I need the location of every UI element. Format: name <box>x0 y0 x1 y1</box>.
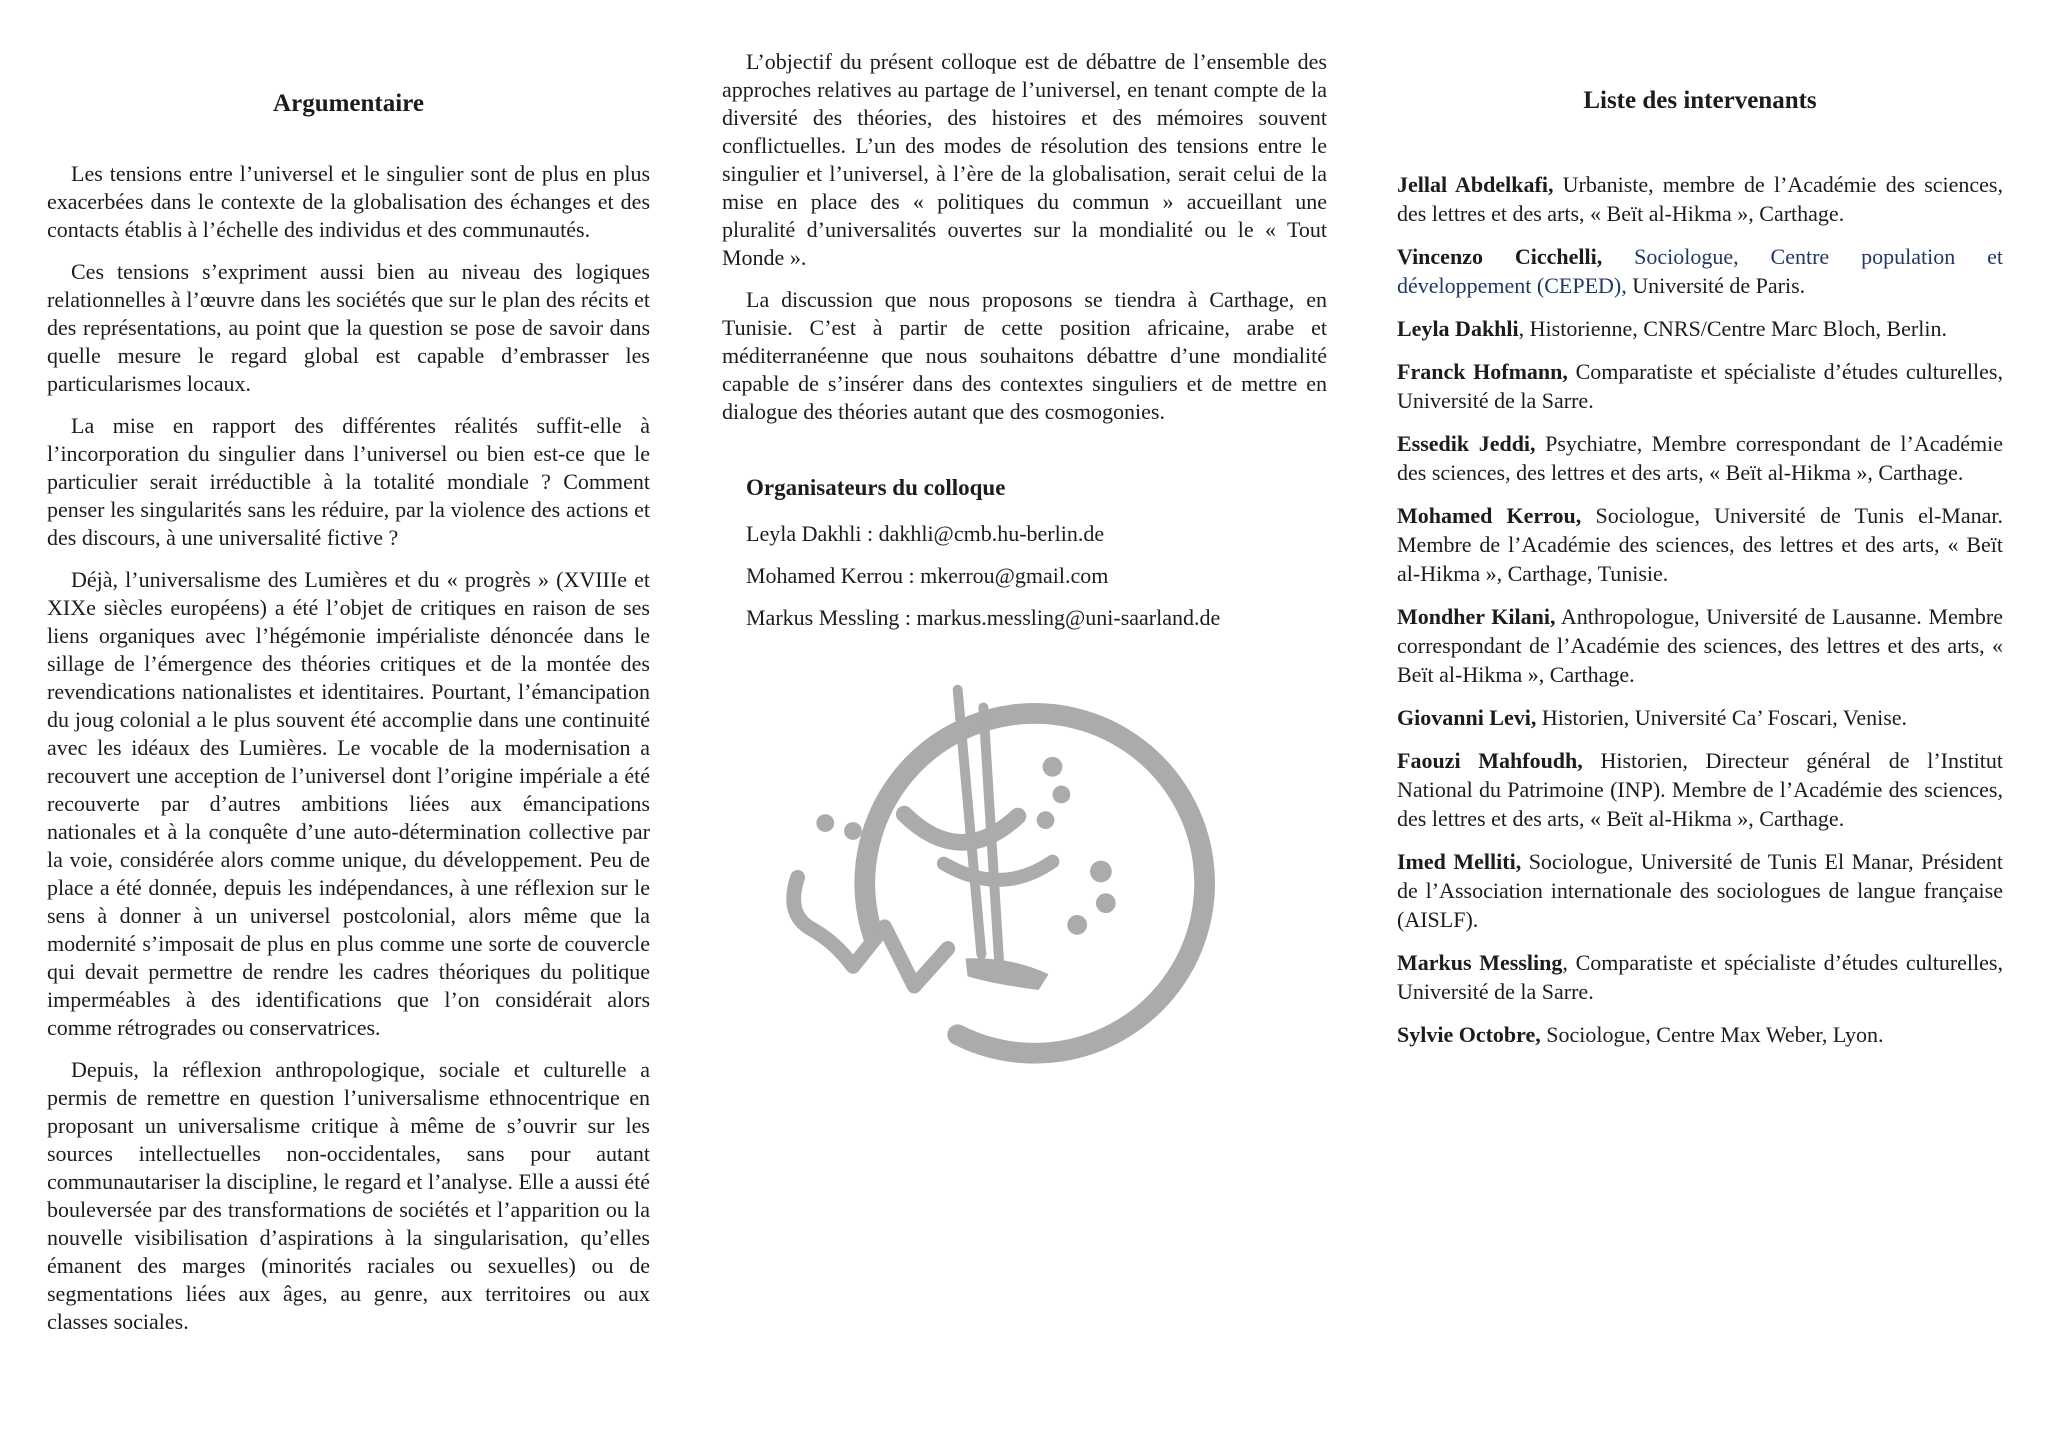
colloque-paragraph: La discussion que nous proposons se tiendra à Carthage, en Tunisie. C’est à partir de cette position africaine, arabe et méditerranéenne que nous souhaitons débattre d’une mondialité capable de s’insérer dans des contextes singuliers et de mettre en dialogue des théories autant que des cosmogonies. <box>722 287 1327 424</box>
logo-dot <box>1067 915 1087 935</box>
argumentaire-paragraph: Ces tensions s’expriment aussi bien au niveau des logiques relationnelles à l’œuvre dans les sociétés que sur le plan des récits et des représentations, au point que la question se pose de savoir dans quelle mesure le regard global est capable d’embrasser les particularismes locaux. <box>47 259 650 396</box>
argumentaire-heading: Argumentaire <box>273 90 424 117</box>
speaker-entry <box>1397 429 2003 487</box>
colloque-paragraph: L’objectif du présent colloque est de débattre de l’ensemble des approches relatives au partage de l’universel, en tenant compte de la diversité des théories, des histoires et des mémoires souvent conflictuelles. L’un des modes de résolution des tensions entre le singulier et l’universel, à l’ère de la globalisation, serait celui de la mise en place des « politiques du commun » accueillant une pluralité d’universalités ouvertes sur la mondialité ou le « Tout Monde ». <box>722 49 1327 270</box>
logo-dot <box>816 814 834 832</box>
organizer-contact: Markus Messling : markus.messling@uni-saarland.de <box>746 605 1221 630</box>
logo-ring <box>843 691 1227 1073</box>
speaker-desc: Sociologue, Université de Tunis El Manar, Président de l’Association internationale des sociologues de langue française (AISLF). <box>1397 849 2003 932</box>
argumentaire-paragraph: Les tensions entre l’universel et le singulier sont de plus en plus exacerbées dans le contexte de la globalisation des échanges et des contacts établis à l’échelle des individus et des communautés. <box>47 161 650 242</box>
speaker-name: Essedik Jeddi, <box>1397 431 1536 456</box>
speaker-role-highlight: Sociologue, Centre population et développement (CEPED), <box>1397 244 2003 298</box>
organizer-contact: Leyla Dakhli : dakhli@cmb.hu-berlin.de <box>746 521 1105 546</box>
speaker-name: Vincenzo Cicchelli, <box>1397 244 1603 269</box>
speaker-name: Imed Melliti, <box>1397 849 1522 874</box>
speaker-name: Sylvie Octobre, <box>1397 1022 1541 1047</box>
argumentaire-paragraph: Déjà, l’universalisme des Lumières et du « progrès » (XVIIIe et XIXe siècles européens) a été l’objet de critiques en raison de ses liens organiques avec l’hégémonie impérialiste dénoncée dans le sillage de l’émergence des théories critiques et de la montée des revendications nationalistes et identitaires. Pourtant, l’émancipation du joug colonial a le plus souvent été accomplie dans une continuité avec les idéaux des Lumières. Le vocable de la modernisation a recouvert une acception de l’universel dont l’origine impériale a été recouverte par d’autres ambitions liées aux émancipations nationales et à la conquête d’une auto-détermination collective par la voie, considérée alors comme unique, du développement. Peu de place a été donnée, depuis les indépendances, à une réflexion sur le sens à donner à un universel postcolonial, alors même que la modernité s’imposait de plus en plus comme une sorte de couvercle qui devait permettre de rendre les cadres théoriques du politique imperméables à des identifications que l’on considérait alors comme rétrogrades ou conservatrices. <box>47 567 650 1040</box>
column-colloque <box>722 48 1327 646</box>
speaker-entry <box>1397 1020 2003 1049</box>
intervenants-heading: Liste des intervenants <box>1583 87 1817 114</box>
beit-al-hikma-calligraphy-icon <box>785 668 1235 1073</box>
organizer-contact: Mohamed Kerrou : mkerrou@gmail.com <box>746 563 1109 588</box>
logo-dot <box>1052 786 1070 804</box>
speaker-entry <box>1397 314 2003 343</box>
logo-dot <box>1037 811 1055 829</box>
speaker-desc: Historien, Directeur général de l’Institut National du Patrimoine (INP). Membre de l’Académie des sciences, des lettres et des arts, « Beït al-Hikma », Carthage. <box>1397 748 2003 831</box>
speaker-entry <box>1397 746 2003 833</box>
speaker-desc: Historien, Université Ca’ Foscari, Venise. <box>1536 705 1908 730</box>
speaker-entry <box>1397 357 2003 415</box>
logo-dot <box>1096 893 1116 913</box>
organizers-heading: Organisateurs du colloque <box>746 475 1006 500</box>
speaker-name: Jellal Abdelkafi, <box>1397 172 1554 197</box>
column-intervenants <box>1397 85 2003 1063</box>
speaker-name: Giovanni Levi, <box>1397 705 1537 730</box>
argumentaire-paragraph: Depuis, la réflexion anthropologique, sociale et culturelle a permis de remettre en question l’universalisme ethnocentrique en proposant un universalisme critique à même de s’ouvrir sur les sources intellectuelles non-occidentales, sans pour autant communautariser la discipline, le regard et l’analyse. Elle a aussi été bouleversée par des transformations de sociétés et l’apparition ou la nouvelle visibilisation d’aspirations à la singularisation, qu’elles émanent des marges (minorités raciales ou sexuelles) ou de segmentations liées aux âges, au genre, aux territoires ou aux classes sociales. <box>47 1057 650 1334</box>
speaker-desc: Sociologue, Université de Tunis el-Manar. Membre de l’Académie des sciences, des lettres et des arts, « Beït al-Hikma », Carthage, Tunisie. <box>1397 503 2003 586</box>
speaker-entry <box>1397 242 2003 300</box>
speaker-entry <box>1397 170 2003 228</box>
speaker-entry <box>1397 948 2003 1006</box>
speaker-desc: Urbaniste, membre de l’Académie des sciences, des lettres et des arts, « Beït al-Hikma », Carthage. <box>1397 172 2003 226</box>
speaker-desc: Université de Paris. <box>1626 273 1806 298</box>
speaker-entry <box>1397 501 2003 588</box>
speaker-desc: , Historienne, CNRS/Centre Marc Bloch, Berlin. <box>1518 316 1947 341</box>
beit-al-hikma-logo <box>785 668 1235 1073</box>
speaker-entry <box>1397 703 2003 732</box>
column-argumentaire <box>47 88 650 1350</box>
speaker-desc: Sociologue, Centre Max Weber, Lyon. <box>1540 1022 1884 1047</box>
logo-swoosh-upper <box>904 814 1018 842</box>
speaker-name: Faouzi Mahfoudh, <box>1397 748 1583 773</box>
speaker-desc: Anthropologue, Université de Lausanne. Membre correspondant de l’Académie des sciences, des lettres et des arts, « Beït al-Hikma », Carthage. <box>1397 604 2003 687</box>
logo-dot <box>1090 861 1112 883</box>
speaker-entry <box>1397 602 2003 689</box>
speaker-desc: Psychiatre, Membre correspondant de l’Académie des sciences, des lettres et des arts, « Beït al-Hikma », Carthage. <box>1397 431 2003 485</box>
logo-foot <box>966 958 1049 990</box>
speaker-entry <box>1397 847 2003 934</box>
argumentaire-paragraph: La mise en rapport des différentes réalités suffit-elle à l’incorporation du singulier dans l’universel ou bien est-ce que le particulier serait irréductible à la totalité mondiale ? Comment penser les singularités sans les réduire, par la violence des actions et des discours, à une universalité fictive ? <box>47 413 650 550</box>
speaker-name: Mondher Kilani, <box>1397 604 1556 629</box>
speaker-name: Markus Messling <box>1397 950 1563 975</box>
speaker-name: Franck Hofmann, <box>1397 359 1568 384</box>
speaker-name: Leyla Dakhli <box>1397 316 1519 341</box>
logo-dot <box>844 822 862 840</box>
speaker-name: Mohamed Kerrou, <box>1397 503 1582 528</box>
organizers-block <box>722 473 1327 632</box>
logo-dot <box>1043 757 1063 777</box>
speaker-desc: Comparatiste et spécialiste d’études culturelles, Université de la Sarre. <box>1397 359 2003 413</box>
speaker-desc: , Comparatiste et spécialiste d’études culturelles, Université de la Sarre. <box>1397 950 2003 1004</box>
